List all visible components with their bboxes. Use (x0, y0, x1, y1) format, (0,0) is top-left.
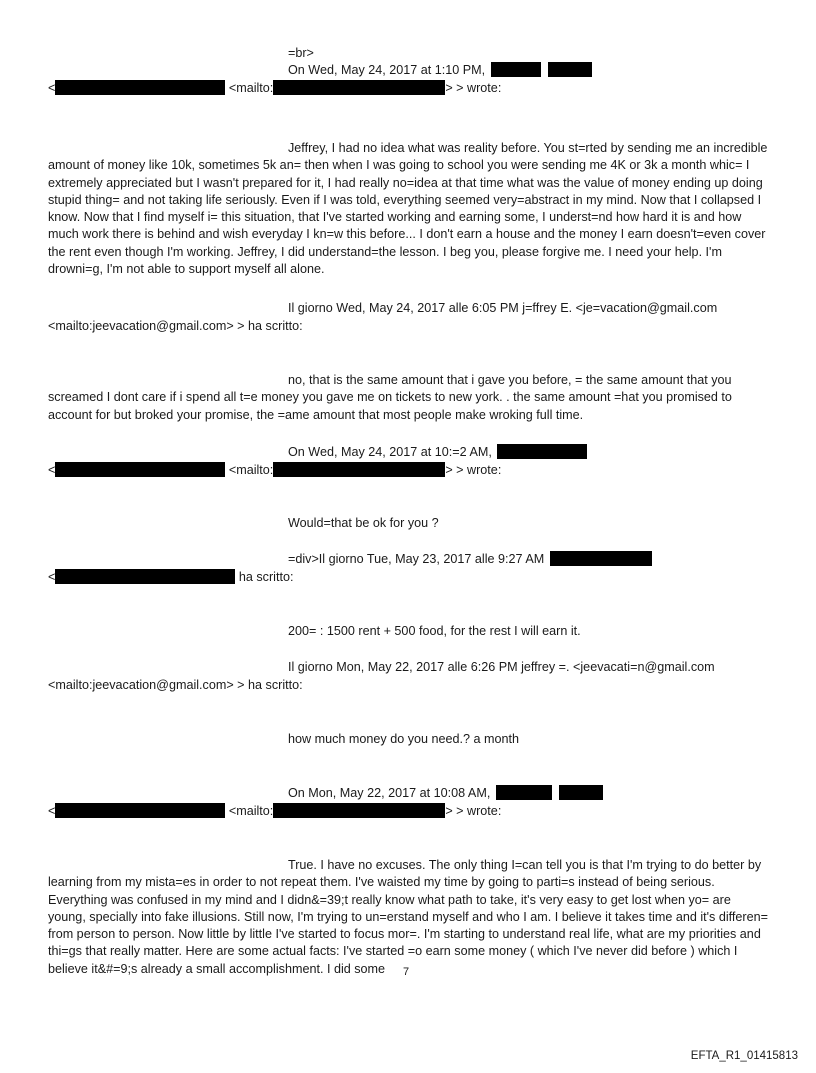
reply-header-1-address: < <mailto: > > wrote: (48, 81, 502, 95)
reply-header-1-text: On Wed, May 24, 2017 at 1:10 PM, (288, 63, 486, 77)
reply-header-6-address: < <mailto: > > wrote: (48, 804, 502, 818)
reply-header-3: On Wed, May 24, 2017 at 10:=2 AM, (288, 444, 587, 460)
reply-header-2: Il giorno Wed, May 24, 2017 alle 6:05 PM j=ffrey E. <je=vacation@gmail.com (288, 301, 718, 315)
reply-header-4-address: < ha scritto: (48, 570, 294, 584)
redaction-block (548, 62, 592, 77)
message-line: 200= : 1500 rent + 500 food, for the rest I will earn it. (288, 624, 581, 638)
reply-header-2-mailto: <mailto:jeevacation@gmail.com> > ha scritto: (48, 319, 303, 333)
redaction-block (273, 462, 445, 477)
redaction-block (550, 551, 652, 566)
redaction-block (55, 803, 225, 818)
message-paragraph: Jeffrey, I had no idea what was reality before. You st=rted by sending me an incredible amount of money like 10k, sometimes 5k an= then when I was going to school you were sending me 4K or 3k a month whic= I extremely appreciated but I wasn't prepared for it, I had really no=idea at that time what was the value of money ending up doing stupid thing= and not taking life seriously. Even if I was told, everything seemed very=abstract in my mind. Now that I collapsed I know. Now that I find myself i= this situation, that I've started working and earning some, I underst=nd how hard it is and how much work there is behind and wish everyday I kn=w this before... I don't earn a house and the money I earn doesn't=even cover the rent even though I'm working. Jeffrey, I did understand=the lesson. I beg you, please forgive me. I need your help. I'm drowni=g, I'm not able to support myself all alone. (48, 141, 768, 277)
message-line: Would=that be ok for you ? (288, 516, 439, 530)
redaction-block (491, 62, 541, 77)
br-line: =br> (288, 46, 314, 60)
redaction-block (55, 80, 225, 95)
document-id: EFTA_R1_01415813 (690, 1050, 798, 1062)
page-number: 7 (403, 966, 410, 978)
redaction-block (497, 444, 587, 459)
redaction-block (55, 569, 235, 584)
redaction-block (559, 785, 603, 800)
redaction-block (496, 785, 552, 800)
reply-header-5: Il giorno Mon, May 22, 2017 alle 6:26 PM jeffrey =. <jeevacati=n@gmail.com (288, 660, 715, 674)
message-line: how much money do you need.? a month (288, 732, 520, 746)
mailto-text: <mailto: (228, 81, 274, 95)
reply-header-6: On Mon, May 22, 2017 at 10:08 AM, (288, 785, 603, 801)
redaction-block (55, 462, 225, 477)
message-paragraph: no, that is the same amount that i gave you before, = the same amount that you screamed I dont care if i spend all t=e money you gave me on tickets to new york. . the same amount =hat you promised to account for but broked your promise, the =ame amount that most people make wroking full time. (48, 373, 732, 422)
reply-header-4: =div>Il giorno Tue, May 23, 2017 alle 9:27 AM (288, 551, 652, 567)
message-paragraph: True. I have no excuses. The only thing I=can tell you is that I'm trying to do better by learning from my mista=es in order to not repeat them. I've waisted my time by going to parti=s instead of being serious. Everything was confused in my mind and I didn&=39;t really know what path to take, it's very easy to get lost when yo= are young, specially into fake illusions. Still now, I'm trying to un=erstand myself and who I am. I believe it takes time and it's differen= from person to person. Now little by little I've started to focus mor=. I'm starting to understand real life, what are my priorities and thi=gs that really matter. Here are some actual facts: I've started =o earn some money ( which I've never did before ) which I believe it&#=9;s already a small accomplishment. I did some (48, 858, 768, 976)
redaction-block (273, 803, 445, 818)
reply-header-3-address: < <mailto: > > wrote: (48, 463, 502, 477)
reply-header-1 (288, 62, 592, 78)
reply-header-5-mailto: <mailto:jeevacation@gmail.com> > ha scritto: (48, 678, 303, 692)
redaction-block (273, 80, 445, 95)
